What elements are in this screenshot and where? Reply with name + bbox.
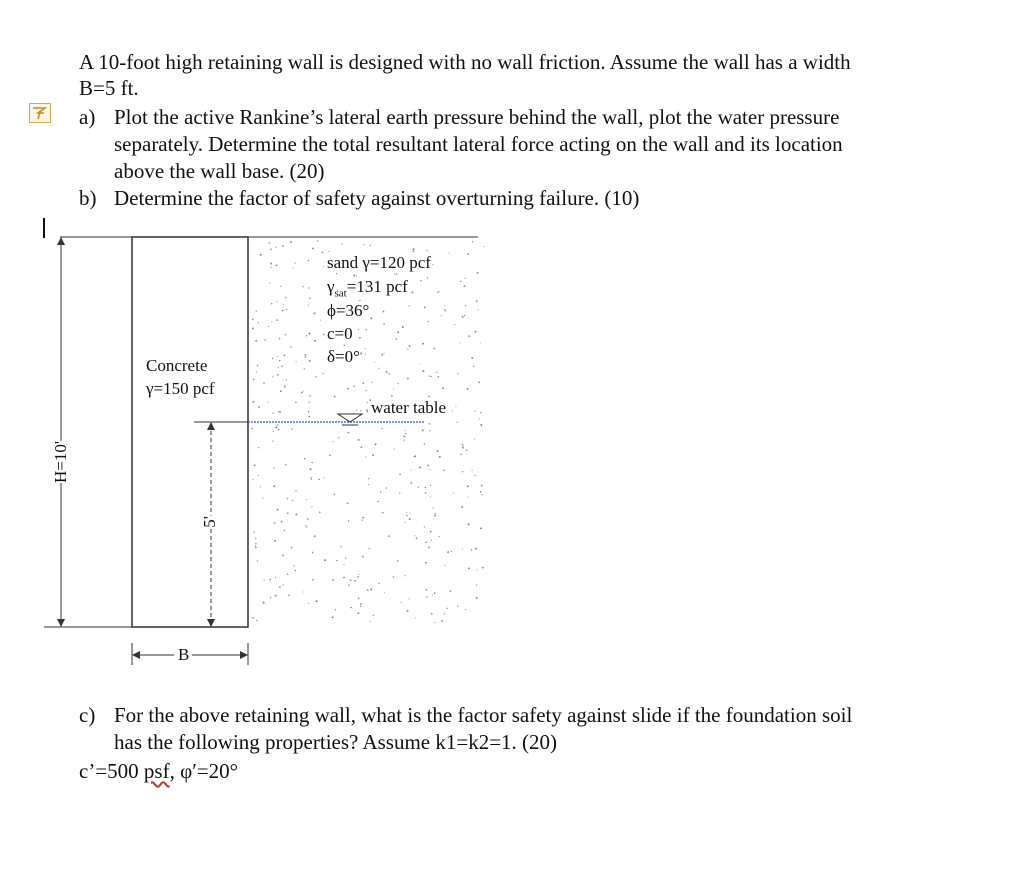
part-a-line-3: above the wall base. (20) [114,159,325,183]
foundation-soil-properties: c’=500 psf, φ′=20° [79,759,239,783]
comment-icon[interactable] [29,103,51,123]
part-a-marker: a) [79,105,96,129]
part-a-line-1: Plot the active Rankine’s lateral earth pressure behind the wall, plot the water pressure [114,105,840,129]
part-c-line-2: has the following properties? Assume k1=k2=1. (20) [114,730,558,754]
wall-outline [132,237,248,627]
part-c-marker: c) [79,703,96,727]
intro-line-2: B=5 ft. [79,76,139,100]
concrete-label: Concrete [146,356,208,375]
part-c-line-1: For the above retaining wall, what is the factor safety against slide if the foundation soil [114,703,853,727]
spelling-flag: psf [143,759,170,783]
sand-cohesion: c=0 [327,324,353,343]
water-table-icon [338,414,362,422]
wall-friction-angle: δ=0° [327,347,360,366]
sand-friction-angle: ϕ=36° [327,301,370,320]
width-label: B [178,645,190,664]
part-b-line-1: Determine the factor of safety against overturning failure. (10) [114,186,640,210]
sand-unit-weight: sand γ=120 pcf [327,253,431,272]
sand-saturated-unit-weight: $\gamma_{sat}=131$ pcf [327,277,408,300]
water-height-label: 5' [199,516,219,528]
concrete-unit-weight: γ=150 pcf [146,379,215,398]
intro-line-1: A 10-foot high retaining wall is designed with no wall friction. Assume the wall has a width [79,50,851,74]
water-table-label: water table [371,398,447,417]
part-a-line-2: separately. Determine the total resultant lateral force acting on the wall and its location [114,132,843,156]
height-label: H=10' [50,441,70,483]
part-b-marker: b) [79,186,97,210]
